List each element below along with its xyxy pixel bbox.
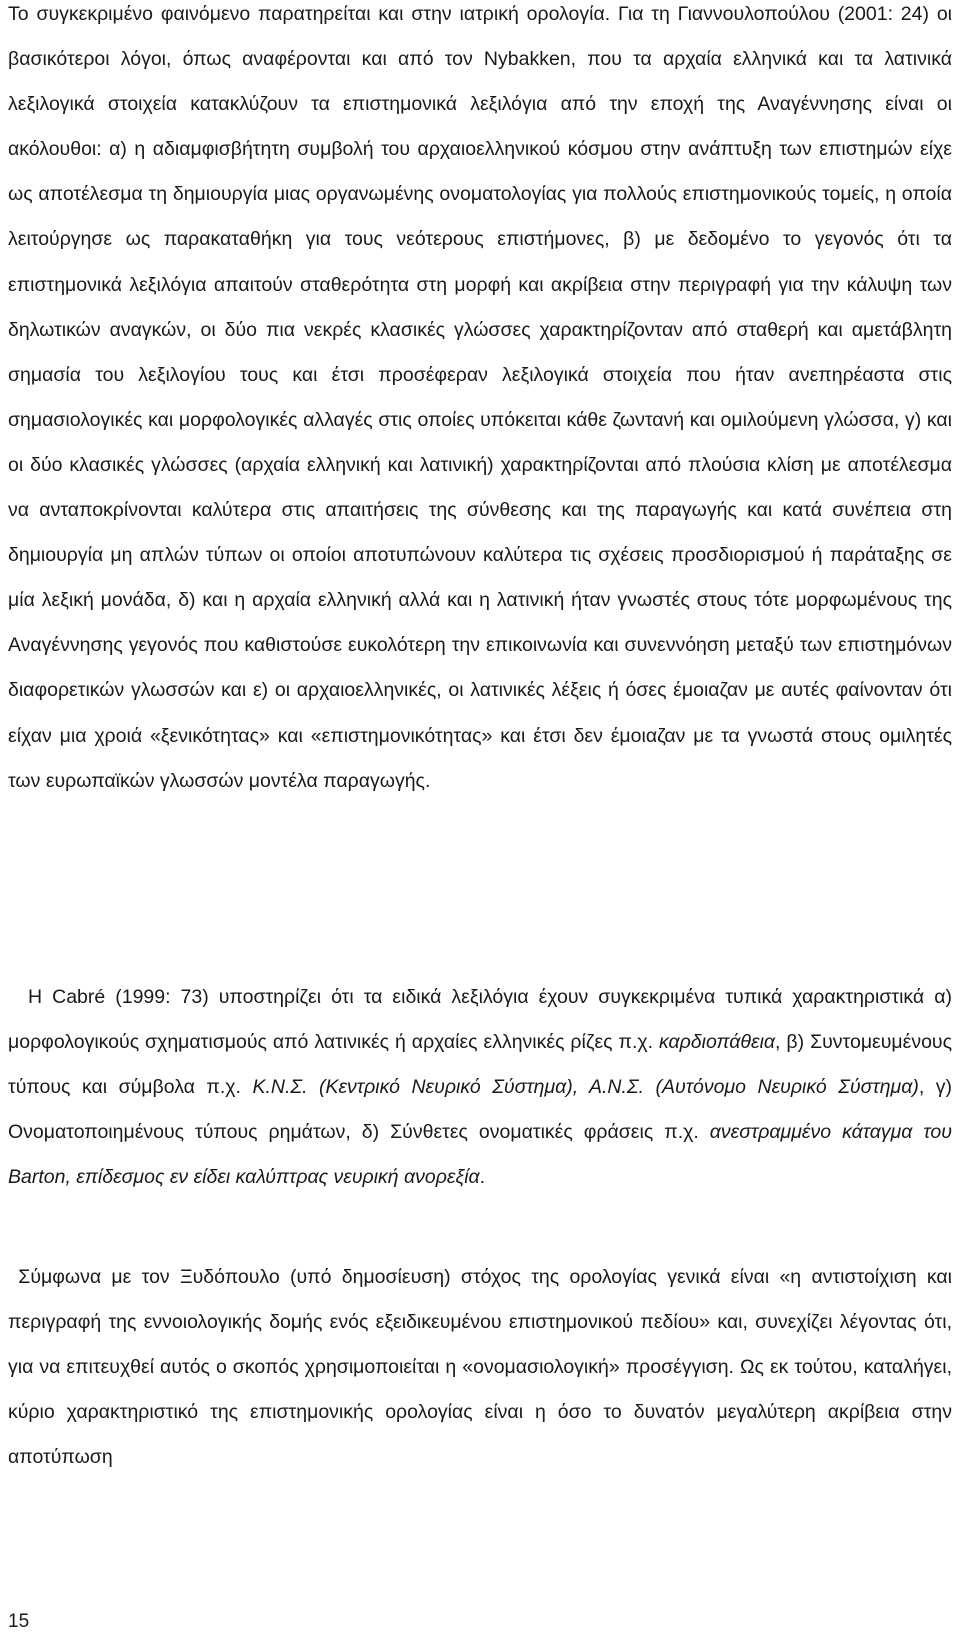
paragraph-3 [8, 1255, 952, 1480]
paragraph-1 [8, 0, 952, 804]
paragraph-indent [8, 986, 28, 1008]
italic-text: καρδιοπάθεια [658, 1031, 776, 1054]
page-number: 15 [8, 1611, 30, 1632]
paragraph-indent [8, 1266, 18, 1288]
paragraph-2 [8, 975, 952, 1200]
italic-text: Κ.Ν.Σ. (Κεντρικό Νευρικό Σύστημα), Α.Ν.Σ. (Αυτόνομο Νευρικό Σύστημα) [252, 1076, 919, 1099]
paragraph-text: Η Cabré (1999: 73) υποστηρίζει ότι τα ειδικά λεξιλόγια έχουν συγκεκριμένα τυπικά χαρακτηριστικά α) μορφολογικούς σχηματισμούς από λατινικές ή αρχαίες ελληνικές ρίζες π.χ. [8, 986, 952, 1054]
paragraph-text: Σύμφωνα με τον Ξυδόπουλο (υπό δημοσίευση) στόχος της ορολογίας γενικά είναι «η αντιστοίχιση και περιγραφή της εννοιολογικής δομής ενός εξειδικευμένου επιστημονικού πεδίου» και, συνεχίζει λέγοντας ότι, για να επιτευχθεί αυτός ο σκοπός χρησιμοποιείται η «ονομασιολογική» προσέγγιση. Ως εκ τούτου, καταλήγει, κύριο χαρακτηριστικό της επιστημονικής ορολογίας είναι η όσο το δυνατόν μεγαλύτερη ακρίβεια στην αποτύπωση [8, 1266, 952, 1469]
paragraph-text: , γ) Ονοματοποιημένους τύπους ρημάτων, δ) Σύνθετες ονοματικές φράσεις π.χ. [8, 1076, 952, 1144]
paragraph-text: . [479, 1166, 486, 1189]
paragraph-text: Το συγκεκριμένο φαινόμενο παρατηρείται και στην ιατρική ορολογία. Για τη Γιαννουλοπούλου (2001: 24) οι βασικότεροι λόγοι, όπως αναφέρονται και από τον Nybakken, που τα αρχαία ελληνικά και τα λατινικά λεξιλογικά στοιχεία κατακλύζουν τα επιστημονικά λεξιλόγια από την εποχή της Αναγέννησης είναι οι ακόλουθοι: α) η αδιαμφισβήτητη συμβολή του αρχαιοελληνικού κόσμου στην ανάπτυξη των επιστημών είχε ως αποτέλεσμα τη δημιουργία μιας οργανωμένης ονοματολογίας για πολλούς επιστημονικούς τομείς, η οποία λειτούργησε ως παρακαταθήκη για τους νεότερους επιστήμονες, β) με δεδομένο το γεγονός ότι τα επιστημονικά λεξιλόγια απαιτούν σταθερότητα στη μορφή και ακρίβεια στην περιγραφή για την κάλυψη των δηλωτικών αναγκών, οι δύο πια νεκρές κλασικές γλώσσες χαρακτηρίζονταν από σταθερή και αμετάβλητη σημασία του λεξιλογίου τους και έτσι προσέφεραν λεξιλογικά στοιχεία που ήταν ανεπηρέαστα στις σημασιολογικές και μορφολογικές αλλαγές στις οποίες υπόκειται κάθε ζωντανή και ομιλούμενη γλώσσα, γ) και οι δύο κλασικές γλώσσες (αρχαία ελληνική και λατινική) χαρακτηρίζονται από πλούσια κλίση με αποτέλεσμα να ανταποκρίνονται καλύτερα στις απαιτήσεις της σύνθεσης και της παραγωγής και κατά συνέπεια στη δημιουργία μη απλών τύπων οι οποίοι αποτυπώνουν καλύτερα τις σχέσεις προσδιορισμού ή παράταξης σε μία λεξική μονάδα, δ) και η αρχαία ελληνική αλλά και η λατινική ήταν γνωστές στους τότε μορφωμένους της Αναγέννησης γεγονός που καθιστούσε ευκολότερη την επικοινωνία και συνεννόηση μεταξύ των επιστημόνων διαφορετικών γλωσσών και ε) οι αρχαιοελληνικές, οι λατινικές λέξεις ή όσες έμοιαζαν με αυτές φαίνονταν ότι είχαν μια χροιά «ξενικότητας» και «επιστημονικότητας» και έτσι δεν έμοιαζαν με τα γνωστά στους ομιλητές των ευρωπαϊκών γλωσσών μοντέλα παραγωγής. [8, 3, 952, 792]
paragraph-text: , β) Συντομευμένους τύπους και σύμβολα π.χ. [8, 1031, 952, 1099]
document-page [8, 0, 952, 1647]
italic-text: ανεστραμμένο κάταγμα του Barton, επίδεσμος εν είδει καλύπτρας νευρική ανορεξία [8, 1121, 952, 1189]
